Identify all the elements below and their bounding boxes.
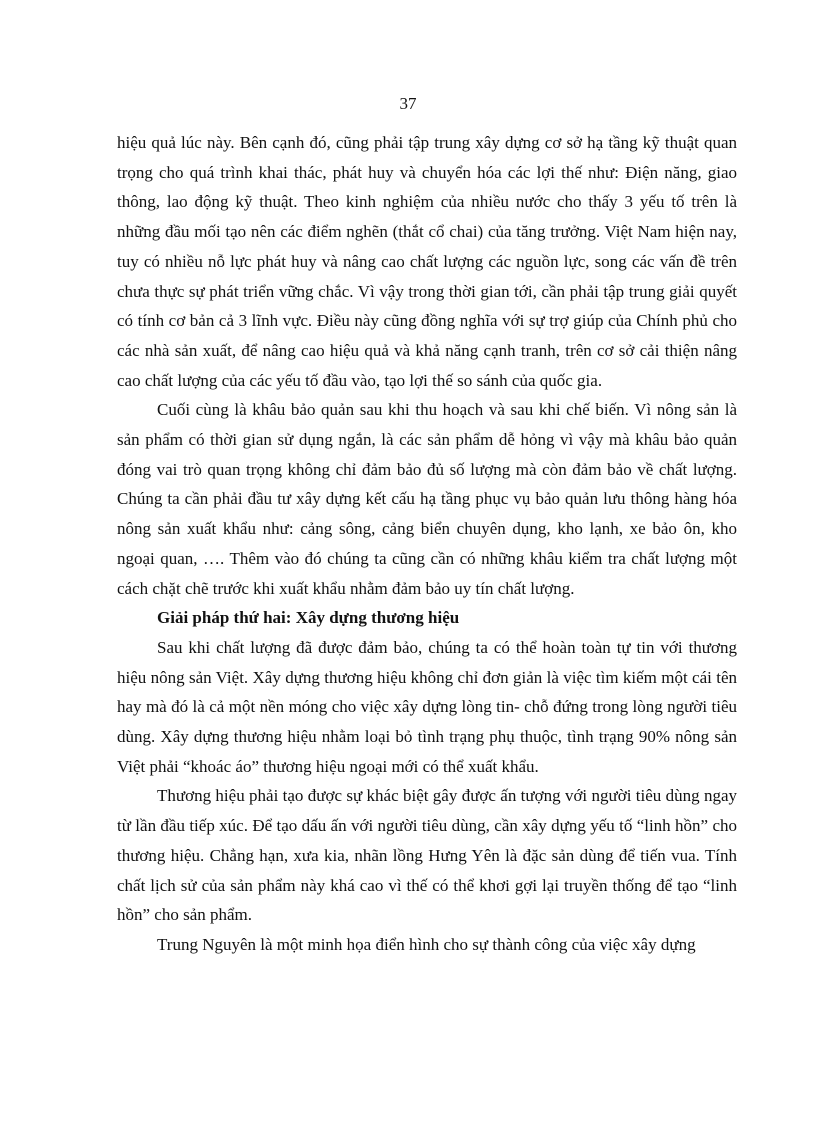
paragraph-brand-building: Sau khi chất lượng đã được đảm bảo, chúng ta có thể hoàn toàn tự tin với thương hiệu nông sản Việt. Xây dựng thương hiệu không chỉ đơn giản là việc tìm kiếm một cái tên hay mà đó là cả một nền móng cho việc xây dựng lòng tin- chỗ đứng trong lòng người tiêu dùng. Xây dựng thương hiệu nhằm loại bỏ tình trạng phụ thuộc, tình trạng 90% nông sản Việt phải “khoác áo” thương hiệu ngoại mới có thể xuất khẩu.	[117, 637, 737, 776]
paragraph-trung-nguyen: Trung Nguyên là một minh họa điển hình cho sự thành công của việc xây dựng	[157, 934, 696, 954]
paragraph-brand-identity: Thương hiệu phải tạo được sự khác biệt gây được ấn tượng với người tiêu dùng ngay từ lần đầu tiếp xúc. Để tạo dấu ấn với người tiêu dùng, cần xây dựng yếu tố “linh hồn” cho thương hiệu. Chẳng hạn, xưa kia, nhãn lồng Hưng Yên là đặc sản dùng để tiến vua. Tính chất lịch sử của sản phẩm này khá cao vì thế có thể khơi gợi lại truyền thống để tạo “linh hồn” cho sản phẩm.	[117, 786, 737, 925]
page-number: 37	[399, 94, 417, 113]
paragraph-preservation: Cuối cùng là khâu bảo quản sau khi thu hoạch và sau khi chế biến. Vì nông sản là sản phẩm có thời gian sử dụng ngắn, là các sản phẩm dễ hỏng vì vậy mà khâu bảo quản đóng vai trò quan trọng không chỉ đảm bảo đủ số lượng mà còn đảm bảo về chất lượng. Chúng ta cần phải đầu tư xây dựng kết cấu hạ tầng phục vụ bảo quản lưu thông hàng hóa nông sản xuất khẩu như: cảng sông, cảng biển chuyên dụng, kho lạnh, xe bảo ôn, kho ngoại quan, …. Thêm vào đó chúng ta cũng cần có những khâu kiểm tra chất lượng một cách chặt chẽ trước khi xuất khẩu nhằm đảm bảo uy tín chất lượng.	[117, 400, 737, 598]
section-heading-solution-two: Giải pháp thứ hai: Xây dựng thương hiệu	[157, 608, 460, 628]
body-text	[117, 128, 737, 960]
paragraph-infrastructure: hiệu quả lúc này. Bên cạnh đó, cũng phải tập trung xây dựng cơ sở hạ tầng kỹ thuật quan trọng cho quá trình khai thác, phát huy và chuyển hóa các lợi thế như: Điện năng, giao thông, lao động kỹ thuật. Theo kinh nghiệm của nhiều nước cho thấy 3 yếu tố trên là những đầu mối tạo nên các điểm nghẽn (thắt cổ chai) của tăng trưởng. Việt Nam hiện nay, tuy có nhiều nỗ lực phát huy và nâng cao chất lượng các nguồn lực, song các vấn đề trên chưa thực sự phát triển vững chắc. Vì vậy trong thời gian tới, cần phải tập trung giải quyết có tính cơ bản cả 3 lĩnh vực. Điều này cũng đồng nghĩa với sự trợ giúp của Chính phủ cho các nhà sản xuất, để nâng cao hiệu quả và khả năng cạnh tranh, trên cơ sở cải thiện nâng cao chất lượng của các yếu tố đầu vào, tạo lợi thế so sánh của quốc gia.	[117, 133, 737, 390]
